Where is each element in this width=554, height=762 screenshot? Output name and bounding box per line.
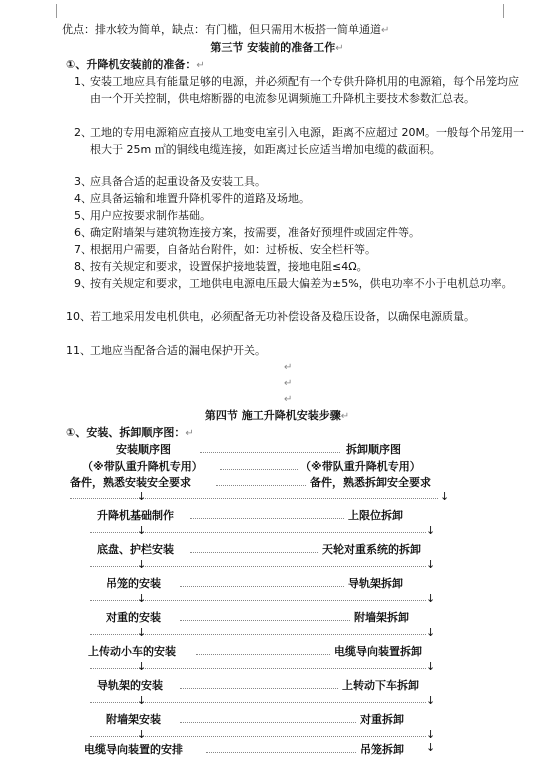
intro-line: 优点：排水较为简单，缺点：有门槛，但只需用木板搭一简单通道↵: [62, 23, 390, 36]
remove-step: 电缆导向装置拆卸: [334, 645, 422, 658]
dotted-leader: [220, 469, 298, 470]
list-item: 11、 工地应当配备合适的漏电保护开关。: [66, 344, 266, 357]
dotted-leader: [190, 552, 318, 553]
dotted-leader: [180, 586, 344, 587]
arrow-down-icon: ↓: [426, 728, 436, 741]
list-item: 1、 安装工地应具有能量足够的电源，并必须配有一个专供升降机用的电源箱，每个吊笼均应由一个开关控制，供电熔断器的电流参见调频施工升降机主要技术参数汇总表。: [74, 75, 519, 105]
list-item: 7、 根据用户需要，自备站台附件，如：过桥板、安全栏杆等。: [74, 243, 376, 256]
list-item: 6、 确定附墙架与建筑物连接方案，按需要，准备好预埋件或固定件等。: [74, 226, 420, 239]
install-step: 导轨架的安装: [97, 679, 163, 692]
dotted-leader: [180, 722, 356, 723]
install-step: 附墙架安装: [106, 713, 161, 726]
crop-mark-top-left: [42, 4, 57, 18]
section3-title: 第三节 安装前的准备工作↵: [210, 41, 344, 54]
arrow-down-icon: ↓: [137, 626, 147, 639]
dotted-leader: [180, 620, 350, 621]
section4-subheading: ①、安装、拆卸顺序图：↵: [66, 426, 194, 439]
arrow-down-icon: ↓: [426, 694, 436, 707]
arrow-down-icon: ↓: [426, 741, 436, 754]
arrow-down-icon: ↓: [426, 592, 436, 605]
install-header-prep: 备件，熟悉安装安全要求: [70, 476, 191, 489]
dotted-leader: [196, 654, 330, 655]
arrow-down-icon: ↓: [440, 490, 450, 503]
remove-step: 天轮对重系统的拆卸: [322, 543, 421, 556]
remove-header-note: （※带队重升降机专用）: [300, 460, 421, 473]
arrow-down-icon: ↓: [426, 626, 436, 639]
remove-step: 吊笼拆卸: [360, 743, 404, 756]
arrow-down-icon: ↓: [137, 490, 147, 503]
install-step: 对重的安装: [106, 611, 161, 624]
remove-header-title: 拆卸顺序图: [346, 443, 401, 456]
crop-mark-top-right: [503, 4, 518, 18]
paragraph-mark-icon: ↵: [284, 362, 293, 373]
list-item: 10、 若工地采用发电机供电，必须配备无功补偿设备及稳压设备，以确保电源质量。: [66, 310, 475, 323]
remove-step: 上限位拆卸: [348, 509, 403, 522]
remove-header-prep: 备件，熟悉拆卸安全要求: [310, 476, 431, 489]
install-header-note: （※带队重升降机专用）: [82, 460, 203, 473]
arrow-down-icon: ↓: [137, 524, 147, 537]
dotted-leader: [190, 518, 344, 519]
list-item: 8、 按有关规定和要求，设置保护接地装置，接地电阻≤4Ω。: [74, 260, 368, 273]
paragraph-mark-icon: ↵: [196, 60, 205, 71]
remove-step: 对重拆卸: [360, 713, 404, 726]
paragraph-mark-icon: ↵: [335, 43, 344, 54]
paragraph-mark-icon: ↵: [381, 25, 390, 36]
arrow-down-icon: ↓: [137, 728, 147, 741]
install-step: 吊笼的安装: [106, 577, 161, 590]
list-item: 5、 用户应按要求制作基础。: [74, 209, 211, 222]
arrow-down-icon: ↓: [426, 524, 436, 537]
section3-subheading: ①、升降机安装前的准备：↵: [66, 58, 205, 71]
install-step: 上传动小车的安装: [88, 645, 176, 658]
dotted-leader: [70, 498, 438, 499]
remove-step: 导轨架拆卸: [348, 577, 403, 590]
arrow-down-icon: ↓: [137, 592, 147, 605]
remove-step: 上转动下车拆卸: [342, 679, 419, 692]
dotted-leader: [216, 485, 306, 486]
paragraph-mark-icon: ↵: [340, 411, 350, 422]
paragraph-mark-icon: ↵: [284, 394, 293, 405]
install-step: 升降机基础制作: [97, 509, 174, 522]
arrow-down-icon: ↓: [137, 558, 147, 571]
install-step: 底盘、护栏安装: [97, 543, 174, 556]
remove-step: 附墙架拆卸: [354, 611, 409, 624]
install-header-title: 安装顺序图: [116, 443, 171, 456]
list-item: 9、 按有关规定和要求，工地供电电源电压最大偏差为±5%，供电功率不小于电机总功率。: [74, 277, 513, 290]
install-step: 电缆导向装置的安排: [84, 743, 183, 756]
section4-title: 第四节 施工升降机安装步骤↵: [204, 409, 350, 422]
arrow-down-icon: ↓: [137, 694, 147, 707]
dotted-leader: [200, 452, 340, 453]
list-item: 4、 应具备运输和堆置升降机零件的道路及场地。: [74, 192, 310, 205]
dotted-leader: [180, 688, 338, 689]
list-item: 3、 应具备合适的起重设备及安装工具。: [74, 175, 266, 188]
list-item: 2、 工地的专用电源箱应直接从工地变电室引入电源，距离不应超过 20M。一般每个吊笼用一根大于 25m ㎡的铜线电缆连接，如距离过长应适当增加电缆的截面积。: [74, 126, 524, 156]
paragraph-mark-icon: ↵: [284, 378, 293, 389]
paragraph-mark-icon: ↵: [185, 428, 194, 439]
arrow-down-icon: ↓: [426, 558, 436, 571]
arrow-down-icon: ↓: [426, 660, 436, 673]
arrow-down-icon: ↓: [137, 660, 147, 673]
dotted-leader: [206, 752, 356, 753]
